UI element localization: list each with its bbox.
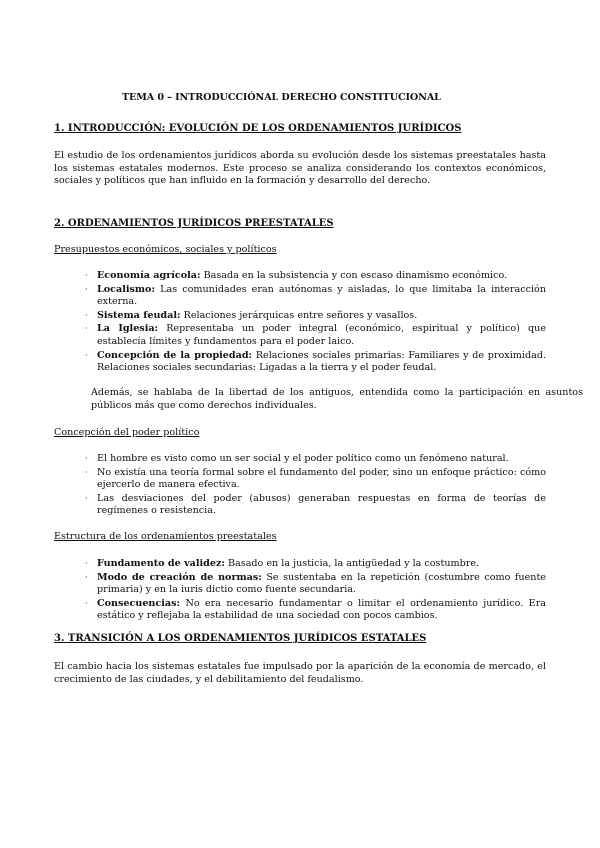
bullet-icon: · (85, 284, 88, 294)
bullet-icon: · (85, 559, 88, 568)
estructura-list (54, 558, 546, 624)
bullet-icon: · (85, 324, 88, 334)
bullet-icon: · (85, 350, 88, 360)
libertad-note: Además, se hablaba de la libertad de los antiguos, entendida como la participación en asuntos públicos más que como derechos individuales. (91, 387, 583, 411)
section-3-heading: 3. TRANSICIÓN A LOS ORDENAMIENTOS JURÍDICOS ESTATALES (54, 633, 427, 644)
list-item: · Consecuencias: No era necesario fundamentar o limitar el ordenamiento jurídico. Era estático y reflejaba la estabilidad de una sociedad con pocos cambios. (85, 597, 546, 622)
bullet-icon: · (85, 467, 88, 477)
document-title: TEMA 0 – INTRODUCCIÓNAL DERECHO CONSTITUCIONAL (122, 92, 441, 103)
presupuestos-list (54, 270, 546, 376)
bullet-icon: · (85, 271, 88, 280)
bullet-icon: · (85, 572, 88, 582)
list-item: · Economía agrícola: Basada en la subsistencia y con escaso dinamismo económico. (85, 270, 508, 281)
list-item: · No existía una teoría formal sobre el fundamento del poder, sino un enfoque práctico: cómo ejercerlo de manera efectiva. (85, 466, 546, 491)
list-item: · Modo de creación de normas: Se sustentaba en la repetición (costumbre como fuente primaria) y en la iuris dictio como fuente secundaria. (85, 571, 546, 596)
list-item: · Localismo: Las comunidades eran autónomas y aisladas, lo que limitaba la interacción externa. (85, 283, 546, 308)
list-item: · Fundamento de validez: Basado en la justicia, la antigüedad y la costumbre. (85, 558, 480, 569)
section-1-heading: 1. INTRODUCCIÓN: EVOLUCIÓN DE LOS ORDENAMIENTOS JURÍDICOS (54, 123, 462, 134)
subsection-poder-heading: Concepción del poder político (54, 427, 200, 438)
list-item: · Las desviaciones del poder (abusos) generaban respuestas en forma de teorías de regímenes o resistencia. (85, 492, 546, 517)
list-item: · Concepción de la propiedad: Relaciones sociales primarias: Familiares y de proximidad. Relaciones sociales secundarias: Ligadas a la tierra y el poder feudal. (85, 349, 547, 374)
bullet-icon: · (85, 310, 88, 320)
section-2-heading: 2. ORDENAMIENTOS JURÍDICOS PREESTATALES (54, 218, 334, 229)
bullet-icon: · (85, 454, 88, 463)
bullet-icon: · (85, 598, 88, 608)
bullet-icon: · (85, 493, 88, 503)
list-item: · La Iglesia: Representaba un poder integral (económico, espiritual y político) que establecía límites y fundamentos para el poder laico. (85, 323, 546, 347)
subsection-estructura-heading: Estructura de los ordenamientos preestatales (54, 531, 277, 542)
section-3-paragraph: El cambio hacia los sistemas estatales fue impulsado por la aparición de la economía de mercado, el crecimiento de las ciudades, y el debilitamiento del feudalismo. (54, 661, 546, 685)
subsection-presupuestos-heading: Presupuestos económicos, sociales y políticos (54, 244, 277, 255)
list-item: · El hombre es visto como un ser social y el poder político como un fenómeno natural. (85, 453, 509, 464)
poder-list (54, 453, 546, 519)
section-1-paragraph: El estudio de los ordenamientos jurídicos aborda su evolución desde los sistemas preestatales hasta los sistemas estatales modernos. Este proceso se analiza considerando los contextos económicos, sociales y políticos que han influido en la formación y desarrollo del derecho. (54, 150, 546, 187)
list-item: · Sistema feudal: Relaciones jerárquicas entre señores y vasallos. (85, 309, 418, 321)
